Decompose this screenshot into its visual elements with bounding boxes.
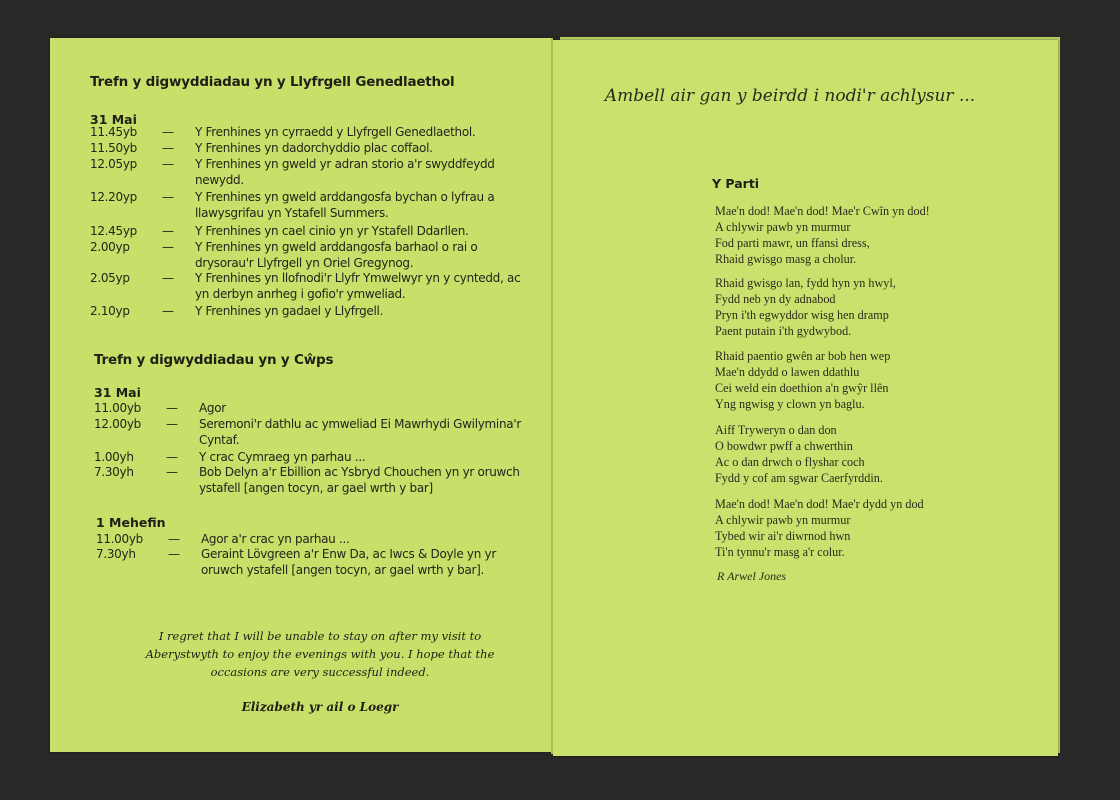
poets-heading: Ambell air gan y beirdd i nodi'r achlysur ... (604, 86, 976, 106)
event-description: Geraint Lövgreen a'r Enw Da, ac Iwcs & Doyle yn yr oruwch ystafell [angen tocyn, ar gael wrth y bar]. (201, 547, 496, 577)
poem-line: Paent putain i'th gydwybod. (715, 324, 852, 338)
poem-line: Rhaid gwisgo lan, fydd hyn yn hwyl, (715, 276, 896, 290)
poem-stanza (715, 422, 975, 486)
dash-separator: — (166, 465, 178, 479)
event-description: Bob Delyn a'r Ebillion ac Ysbryd Chouchen yn yr oruwch ystafell [angen tocyn, ar gael wrth y bar] (199, 465, 520, 495)
event-time: 7.30yh (96, 547, 136, 561)
poem-line: Fydd y cof am sgwar Caerfyrddin. (715, 471, 883, 485)
poem-stanza (715, 275, 975, 339)
poem-line: Ti'n tynnu'r masg a'r colur. (715, 545, 845, 559)
poem-line: Pryn i'th egwyddor wisg hen dramp (715, 308, 889, 322)
poem-line: O bowdwr pwff a chwerthin (715, 439, 853, 453)
event-time: 12.00yb (94, 417, 141, 431)
dash-separator: — (162, 240, 174, 254)
dash-separator: — (162, 271, 174, 285)
event-description: Y Frenhines yn gweld yr adran storio a'r swyddfeydd newydd. (195, 157, 495, 187)
dash-separator: — (162, 190, 174, 204)
event-time: 12.05yp (90, 157, 137, 171)
dash-separator: — (162, 304, 174, 318)
event-description: Y Frenhines yn cael cinio yn yr Ystafell Ddarllen. (195, 224, 469, 238)
dash-separator: — (166, 401, 178, 415)
poem-line: Mae'n dod! Mae'n dod! Mae'r dydd yn dod (715, 497, 924, 511)
event-description: Agor a'r crac yn parhau ... (201, 532, 350, 546)
poem-line: Fod parti mawr, un ffansi dress, (715, 236, 870, 250)
event-description: Agor (199, 401, 226, 415)
dash-separator: — (162, 157, 174, 171)
poem-author: R Arwel Jones (717, 569, 787, 583)
poem-title: Y Parti (712, 176, 760, 191)
dash-separator: — (166, 417, 178, 431)
poem-stanza (715, 203, 975, 267)
event-description: Y crac Cymraeg yn parhau ... (199, 450, 366, 464)
section-heading-library: Trefn y digwyddiadau yn y Llyfrgell Genedlaethol (90, 74, 455, 90)
event-time: 7.30yh (94, 465, 134, 479)
section-heading-cwps: Trefn y digwyddiadau yn y Cŵps (94, 352, 334, 368)
dash-separator: — (166, 450, 178, 464)
event-time: 11.00yb (94, 401, 141, 415)
event-description: Y Frenhines yn llofnodi'r Llyfr Ymwelwyr yn y cyntedd, ac yn derbyn anrheg i gofio'r ymweliad. (195, 271, 521, 301)
event-time: 2.00yp (90, 240, 130, 254)
poem-line: Mae'n dod! Mae'n dod! Mae'r Cwîn yn dod! (715, 204, 930, 218)
poem-line: Yng ngwisg y clown yn baglu. (715, 397, 865, 411)
poem-line: Aiff Tryweryn o dan don (715, 423, 837, 437)
poem-line: Mae'n ddydd o lawen ddathlu (715, 365, 860, 379)
event-description: Y Frenhines yn cyrraedd y Llyfrgell Genedlaethol. (195, 125, 476, 139)
poem-line: Rhaid gwisgo masg a cholur. (715, 252, 857, 266)
dash-separator: — (168, 547, 180, 561)
dash-separator: — (162, 141, 174, 155)
event-time: 11.50yb (90, 141, 137, 155)
event-description: Y Frenhines yn gweld arddangosfa barhaol o rai o drysorau'r Llyfrgell yn Oriel Gregynog. (195, 240, 478, 270)
event-description: Seremoni'r dathlu ac ymweliad Ei Mawrhydi Gwilymina'r Cyntaf. (199, 417, 521, 447)
booklet-spine (551, 38, 553, 754)
event-time: 12.45yp (90, 224, 137, 238)
dash-separator: — (162, 125, 174, 139)
event-description: Y Frenhines yn gadael y Llyfrgell. (195, 304, 384, 318)
event-time: 2.05yp (90, 271, 130, 285)
date-heading: 1 Mehefin (96, 515, 166, 530)
poem-line: A chlywir pawb yn murmur (715, 513, 851, 527)
dash-separator: — (162, 224, 174, 238)
poem-line: A chlywir pawb yn murmur (715, 220, 851, 234)
quote-signature: Elizabeth yr ail o Loegr (241, 700, 399, 714)
poem-line: Ac o dan drwch o flyshar coch (715, 455, 865, 469)
date-heading: 31 Mai (90, 112, 137, 127)
event-time: 12.20yp (90, 190, 137, 204)
royal-quote: I regret that I will be unable to stay on after my visit to Aberystwyth to enjoy the evenings with you. I hope that the occasions are very successful indeed. (145, 629, 495, 679)
dash-separator: — (168, 532, 180, 546)
event-description: Y Frenhines yn gweld arddangosfa bychan o lyfrau a llawysgrifau yn Ystafell Summers. (195, 190, 495, 220)
event-time: 11.45yb (90, 125, 137, 139)
poem-stanza (715, 348, 975, 412)
event-time: 1.00yh (94, 450, 134, 464)
event-time: 2.10yp (90, 304, 130, 318)
poem-line: Cei weld ein doethion a'n gwŷr llên (715, 381, 889, 395)
poem-line: Rhaid paentio gwên ar bob hen wep (715, 349, 891, 363)
poem-line: Tybed wir ai'r diwrnod hwn (715, 529, 851, 543)
poem-line: Fydd neb yn dy adnabod (715, 292, 836, 306)
date-heading: 31 Mai (94, 385, 141, 400)
poem-stanza (715, 496, 975, 560)
event-time: 11.00yb (96, 532, 143, 546)
event-description: Y Frenhines yn dadorchyddio plac coffaol. (195, 141, 433, 155)
